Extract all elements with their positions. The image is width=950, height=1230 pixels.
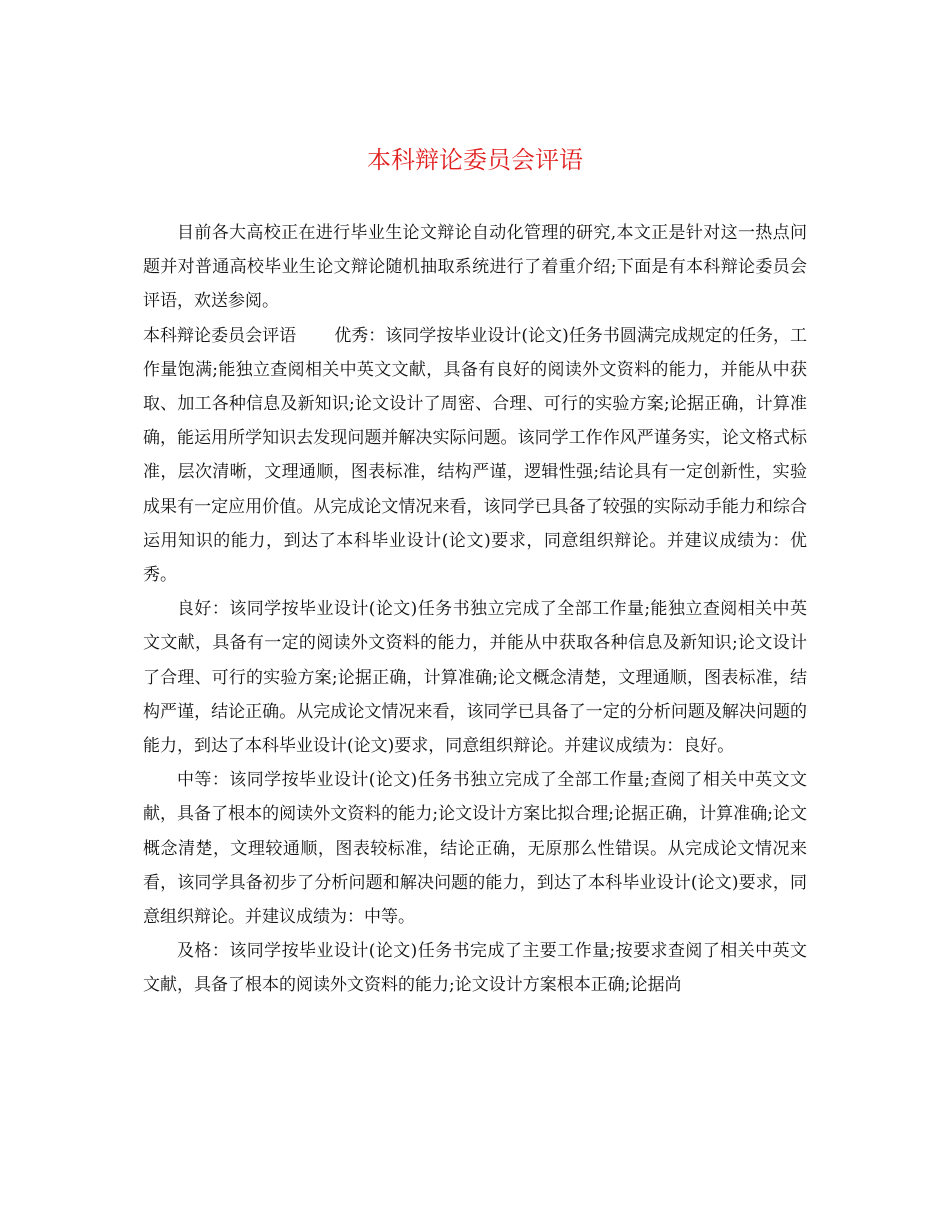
good-paragraph: 良好：该同学按毕业设计(论文)任务书独立完成了全部工作量;能独立查阅相关中英文文献，具备有一定的阅读外文资料的能力，并能从中获取各种信息及新知识;论文设计了合理、可行的实验方案;论据正确，计算准确;论文概念清楚，文理通顺，图表标准，结构严谨，结论正确。从完成论文情况来看，该同学已具备了一定的分析问题及解决问题的能力，到达了本科毕业设计(论文)要求，同意组织辩论。并建议成绩为：良好。 [143, 599, 807, 757]
section-heading: 本科辩论委员会评语 [143, 325, 297, 346]
intro-paragraph: 目前各大高校正在进行毕业生论文辩论自动化管理的研究,本文正是针对这一热点问题并对普通高校毕业生论文辩论随机抽取系统进行了着重介绍;下面是有本科辩论委员会评语，欢送参阅。 [143, 223, 807, 312]
excellent-comment: 优秀：该同学按毕业设计(论文)任务书圆满完成规定的任务，工作量饱满;能独立查阅相关中英文文献，具备有良好的阅读外文资料的能力，并能从中获取、加工各种信息及新知识;论文设计了周密、合理、可行的实验方案;论据正确，计算准确，能运用所学知识去发现问题并解决实际问题。该同学工作作风严谨务实，论文格式标准，层次清晰，文理通顺，图表标准，结构严谨，逻辑性强;结论具有一定创新性，实验成果有一定应用价值。从完成论文情况来看，该同学已具备了较强的实际动手能力和综合运用知识的能力，到达了本科毕业设计(论文)要求，同意组织辩论。并建议成绩为：优秀。 [143, 325, 808, 586]
document-body [143, 216, 807, 1003]
document-title: 本科辩论委员会评语 [367, 146, 583, 174]
excellent-paragraph [143, 319, 807, 593]
medium-paragraph: 中等：该同学按毕业设计(论文)任务书独立完成了全部工作量;查阅了相关中英文文献，具备了根本的阅读外文资料的能力;论文设计方案比拟合理;论据正确，计算准确;论文概念清楚，文理较通顺，图表较标准，结论正确，无原那么性错误。从完成论文情况来看，该同学具备初步了分析问题和解决问题的能力，到达了本科毕业设计(论文)要求，同意组织辩论。并建议成绩为：中等。 [143, 770, 807, 928]
pass-paragraph: 及格：该同学按毕业设计(论文)任务书完成了主要工作量;按要求查阅了相关中英文文献，具备了根本的阅读外文资料的能力;论文设计方案根本正确;论据尚 [143, 941, 807, 996]
